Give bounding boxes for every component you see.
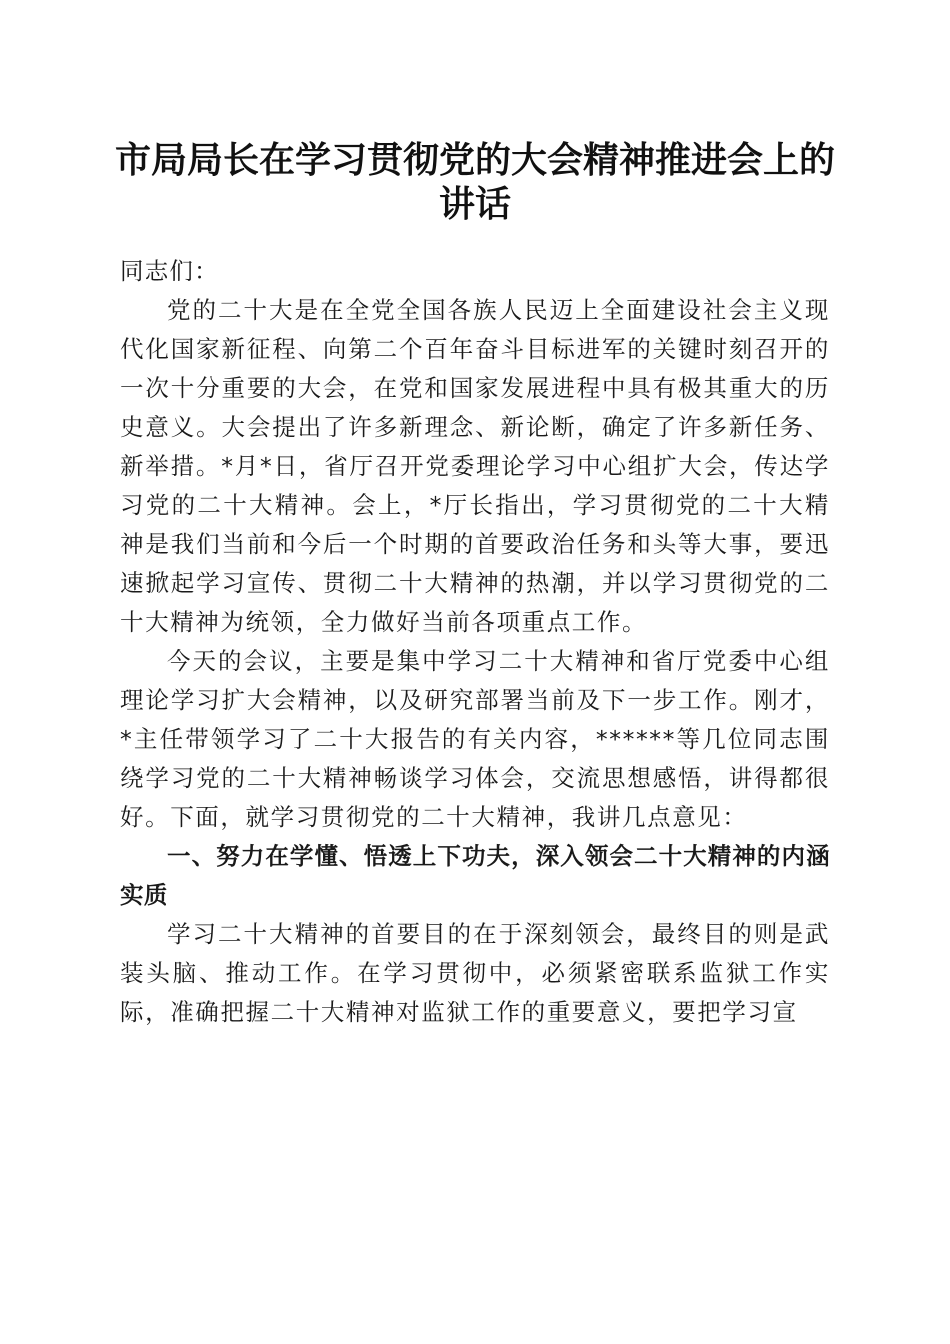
section-heading: 一、努力在学懂、悟透上下功夫，深入领会二十大精神的内涵实质 [120, 842, 830, 909]
paragraph-1: 党的二十大是在全党全国各族人民迈上全面建设社会主义现代化国家新征程、向第二个百年奋斗目标进军的关键时刻召开的一次十分重要的大会，在党和国家发展进程中具有极其重大的历史意义。大会提出了许多新理念、新论断，确定了许多新任务、新举措。*月*日，省厅召开党委理论学习中心组扩大会，传达学习党的二十大精神。会上，*厅长指出，学习贯彻党的二十大精神是我们当前和今后一个时期的首要政治任务和头等大事，要迅速掀起学习宣传、贯彻二十大精神的热潮，并以学习贯彻党的二十大精神为统领，全力做好当前各项重点工作。 [120, 296, 830, 636]
paragraph-2: 今天的会议，主要是集中学习二十大精神和省厅党委中心组理论学习扩大会精神，以及研究部署当前及下一步工作。刚才，*主任带领学习了二十大报告的有关内容，******等几位同志围绕学习党的二十大精神畅谈学习体会，交流思想感悟，讲得都很好。下面，就学习贯彻党的二十大精神，我讲几点意见： [120, 647, 830, 831]
section-paragraph: 学习二十大精神的首要目的在于深刻领会，最终目的则是武装头脑、推动工作。在学习贯彻中，必须紧密联系监狱工作实际，准确把握二十大精神对监狱工作的重要意义，要把学习宣 [120, 920, 830, 1026]
salutation: 同志们： [120, 257, 219, 285]
document-body [120, 252, 830, 1032]
document-title: 市局局长在学习贯彻党的大会精神推进会上的讲话 [114, 139, 835, 225]
